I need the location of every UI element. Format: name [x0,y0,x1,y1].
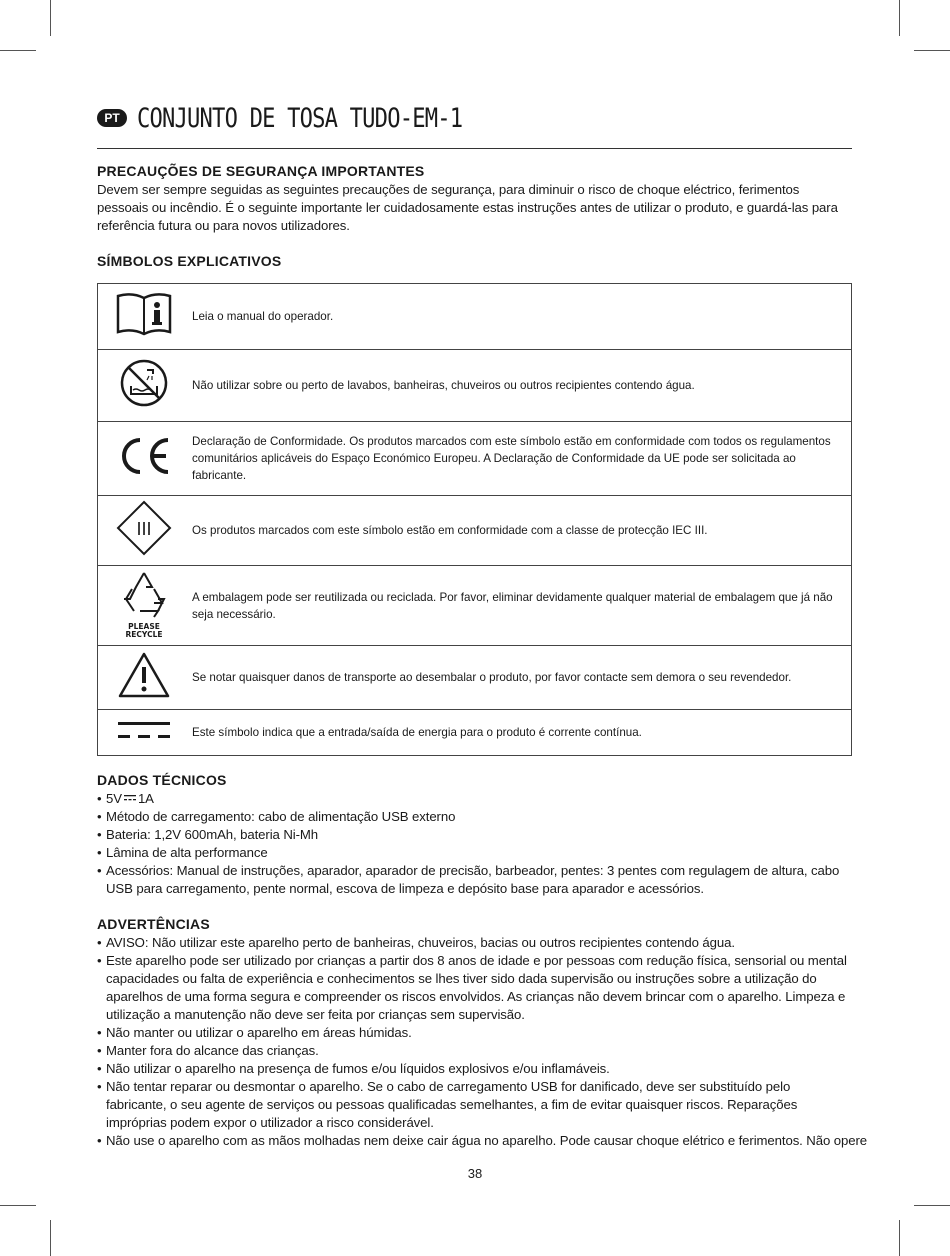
manual-info-icon [98,284,191,350]
list-item: • Este aparelho pode ser utilizado por crianças a partir dos 8 anos de idade e por pessoas com redução física, sensorial ou mental capacidades ou falta de experiência e conhecimentos se lhes tiver sido dada supervisão ou instruções sobre a utilização do aparelhos de uma forma segura e compreender os riscos envolvidos. As crianças não devem brincar com o aparelho. Limpeza e utilização a manutenção não deve ser feita por crianças sem supervisão. [97,952,852,1024]
list-item: • Lâmina de alta performance [97,844,852,862]
symbol-row [98,350,852,422]
list-item: • Não use o aparelho com as mãos molhadas nem deixe cair água no aparelho. Pode causar choque elétrico e ferimentos. Não opere [97,1132,852,1150]
recycle-label: RECYCLE [125,630,163,639]
tech-heading: DADOS TÉCNICOS [97,772,227,788]
symbol-row [98,566,852,646]
symbol-description: Se notar quaisquer danos de transporte ao desembalar o produto, por favor contacte sem demora o seu revendedor. [190,646,852,710]
list-item: • Método de carregamento: cabo de alimentação USB externo [97,808,852,826]
crop-mark [50,1220,51,1256]
list-item: • Manter fora do alcance das crianças. [97,1042,852,1060]
symbol-row [98,284,852,350]
symbol-row [98,646,852,710]
symbol-row [98,710,852,756]
no-water-icon [98,350,191,422]
list-item: • Bateria: 1,2V 600mAh, bateria Ni-Mh [97,826,852,844]
list-item: • Não manter ou utilizar o aparelho em áreas húmidas. [97,1024,852,1042]
current-value: 1A [137,791,154,806]
symbol-description: Leia o manual do operador. [190,284,852,350]
crop-mark [50,0,51,36]
page-number: 38 [467,1166,483,1181]
symbols-heading: SÍMBOLOS EXPLICATIVOS [97,253,282,269]
safety-text: Devem ser sempre seguidas as seguintes precauções de segurança, para diminuir o risco de choque eléctrico, ferimentos pessoais ou incêndio. É o seguinte importante ler cuidadosamente estas instruções antes de utilizar o produto, e guardá-las para referência futura ou para novos utilizadores. [97,182,838,233]
crop-mark [914,1205,950,1206]
warnings-heading: ADVERTÊNCIAS [97,916,210,932]
list-item: • Acessórios: Manual de instruções, aparador, aparador de precisão, barbeador, pentes: 3 pentes com regulagem de altura, cabo USB para carregamento, pente normal, escova de limpeza e depósito base para aparador e acessórios. [97,862,852,898]
symbol-description: A embalagem pode ser reutilizada ou reciclada. Por favor, eliminar devidamente qualquer material de embalagem que já não seja necessário. [190,566,852,646]
recycle-label: PLEASE [128,622,160,631]
list-item: • Não utilizar o aparelho na presença de fumos e/ou líquidos explosivos e/ou inflamáveis. [97,1060,852,1078]
symbol-row [98,422,852,496]
warnings-list [97,934,867,1150]
tech-list [97,790,852,898]
page-title: CONJUNTO DE TOSA TUDO-EM-1 [137,102,463,134]
crop-mark [0,50,36,51]
recycle-icon [98,566,191,646]
symbol-description: Declaração de Conformidade. Os produtos marcados com este símbolo estão em conformidade com todos os regulamentos comunitários aplicáveis do Espaço Económico Europeu. A Declaração de Conformidade da UE pode ser solicitada ao fabricante. [190,422,852,496]
list-item: • Não tentar reparar ou desmontar o aparelho. Se o cabo de carregamento USB for danificado, deve ser substituído pelo fabricante, o seu agente de serviços ou pessoas qualificadas semelhantes, a fim de evitar quaisquer riscos. Reparações impróprias podem expor o utilizador a risco considerável. [97,1078,852,1132]
direct-current-icon [123,793,137,803]
ce-mark-icon [98,422,191,496]
document-page [97,96,867,1150]
symbol-description: Este símbolo indica que a entrada/saída de energia para o produto é corrente contínua. [190,710,852,756]
symbol-description: Não utilizar sobre ou perto de lavabos, banheiras, chuveiros ou outros recipientes contendo água. [190,350,852,422]
crop-mark [899,0,900,36]
symbol-description: Os produtos marcados com este símbolo estão em conformidade com a classe de protecção IEC III. [190,496,852,566]
list-item [97,790,852,808]
symbols-table [97,283,852,756]
safety-heading: PRECAUÇÕES DE SEGURANÇA IMPORTANTES [97,163,425,179]
direct-current-icon [98,710,191,756]
voltage-value: 5V [106,791,122,806]
language-badge: PT [97,109,127,127]
title-row [97,96,852,149]
class-iii-icon [98,496,191,566]
class-iii-label: III [136,519,152,539]
crop-mark [0,1205,36,1206]
crop-mark [899,1220,900,1256]
warning-icon [98,646,191,710]
symbol-row [98,496,852,566]
crop-mark [914,50,950,51]
list-item: • AVISO: Não utilizar este aparelho perto de banheiras, chuveiros, bacias ou outros recipientes contendo água. [97,934,852,952]
